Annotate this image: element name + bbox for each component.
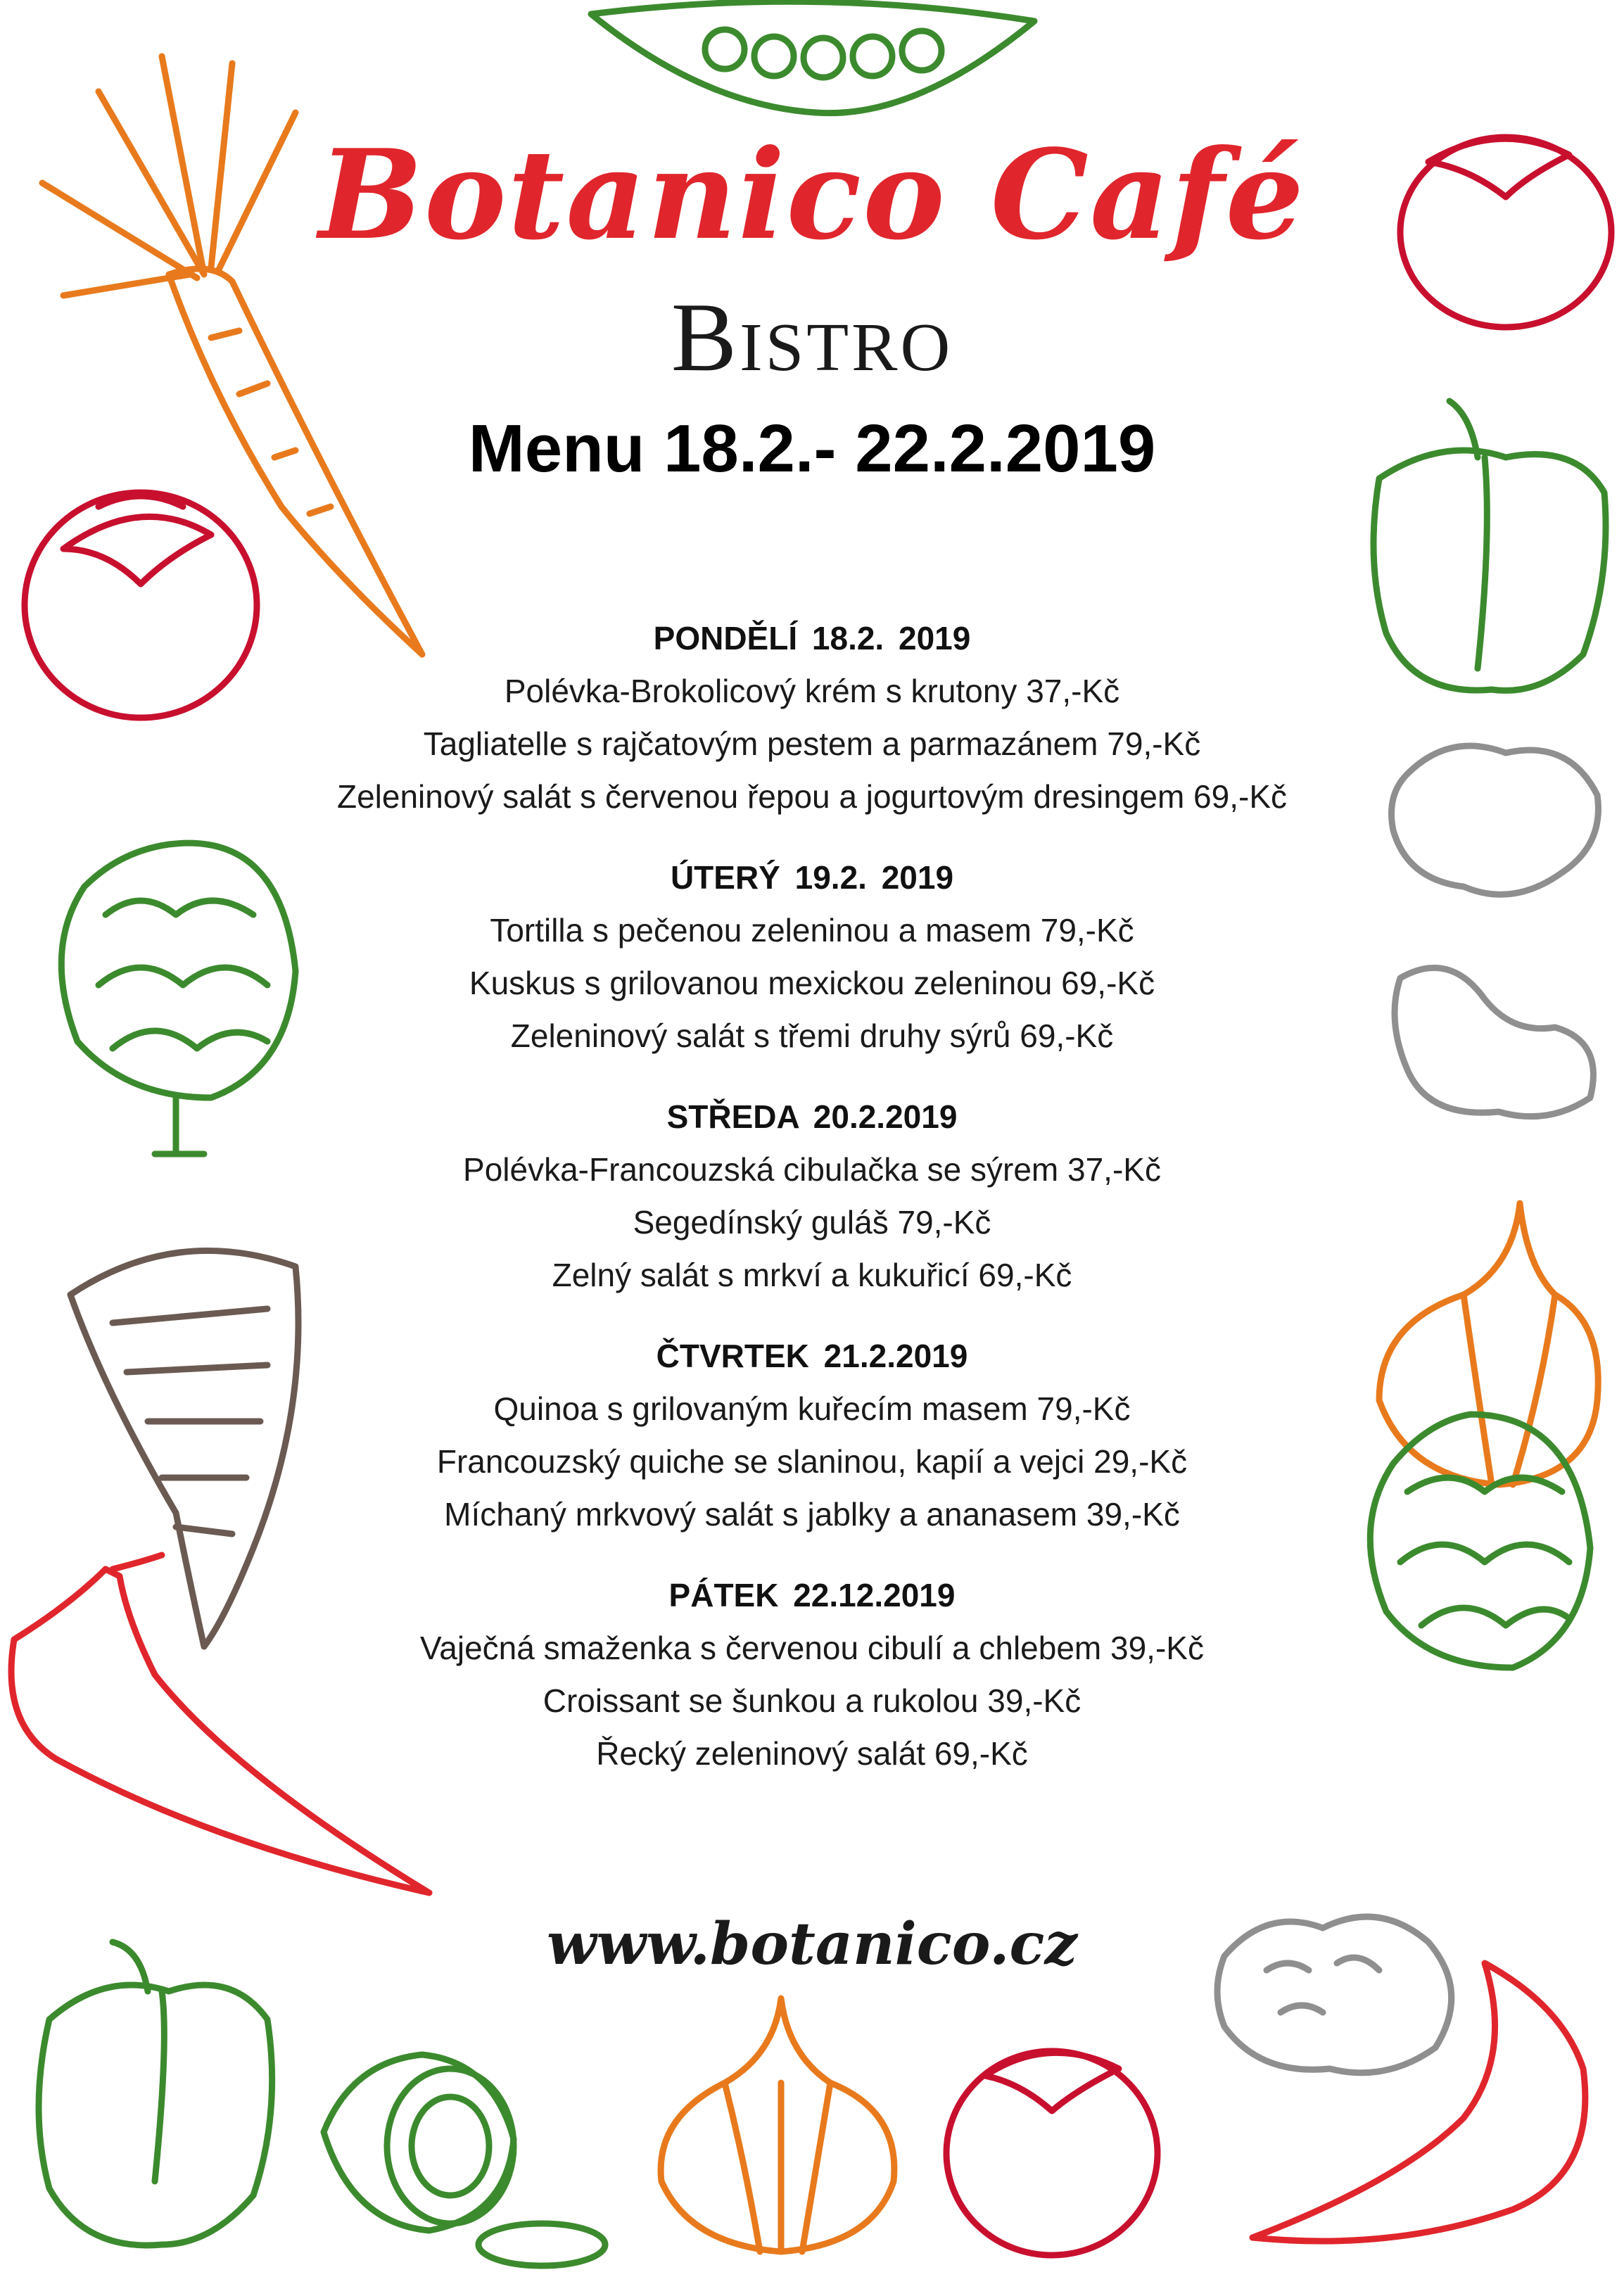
day-heading: PONDĚLÍ 18.2. 2019: [653, 620, 971, 657]
cucumber-icon: [324, 2055, 605, 2266]
dish-item: Polévka-Brokolicový krém s krutony 37,-Kč: [504, 673, 1120, 709]
day-heading: STŘEDA 20.2.2019: [666, 1098, 958, 1135]
day-friday: [0, 1569, 1624, 1780]
onion-icon: [661, 1998, 894, 2252]
dish-item: Zeleninový salát s červenou řepou a jogurtovým dresingem 69,-Kč: [336, 778, 1287, 815]
bistro-subtitle: Bistro: [671, 283, 953, 392]
menu-date-range: Menu 18.2.- 22.2.2019: [468, 411, 1156, 486]
dish-item: Quinoa s grilovaným kuřecím masem 79,-Kč: [493, 1390, 1131, 1427]
dish-item: Zelný salát s mrkví a kukuřicí 69,-Kč: [552, 1257, 1072, 1293]
pea-pod-icon: [591, 1, 1034, 113]
dish-item: Zeleninový salát s třemi druhy sýrů 69,-Kč: [510, 1017, 1114, 1054]
dish-item: Francouzský quiche se slaninou, kapií a vejci 29,-Kč: [436, 1443, 1188, 1480]
website-link[interactable]: www.botanico.cz: [546, 1910, 1078, 1978]
day-wednesday: [0, 1091, 1624, 1302]
day-heading: PÁTEK 22.12.2019: [668, 1577, 956, 1613]
day-tuesday: [0, 851, 1624, 1063]
dish-item: Vaječná smaženka s červenou cibulí a chlebem 39,-Kč: [420, 1630, 1204, 1666]
dish-item: Tagliatelle s rajčatovým pestem a parmazánem 79,-Kč: [423, 725, 1201, 762]
menu-days: [0, 612, 1624, 1808]
tomato-icon: [946, 2051, 1157, 2255]
dish-item: Kuskus s grilovanou mexickou zeleninou 69,-Kč: [469, 965, 1155, 1001]
bell-pepper-icon: [39, 1942, 272, 2245]
day-thursday: [0, 1330, 1624, 1541]
day-heading: ÚTERÝ 19.2. 2019: [670, 859, 954, 896]
dish-item: Croissant se šunkou a rukolou 39,-Kč: [543, 1682, 1081, 1719]
day-monday: [0, 612, 1624, 823]
day-heading: ČTVRTEK 21.2.2019: [656, 1338, 968, 1374]
dish-item: Polévka-Francouzská cibulačka se sýrem 37,-Kč: [463, 1151, 1161, 1188]
dish-item: Segedínský guláš 79,-Kč: [633, 1204, 991, 1241]
dish-item: Míchaný mrkvový salát s jablky a ananasem 39,-Kč: [444, 1496, 1180, 1533]
cafe-title: Botanico Café: [318, 123, 1306, 267]
dish-item: Tortilla s pečenou zeleninou a masem 79,-Kč: [490, 912, 1134, 949]
dish-item: Řecký zeleninový salát 69,-Kč: [596, 1735, 1028, 1772]
